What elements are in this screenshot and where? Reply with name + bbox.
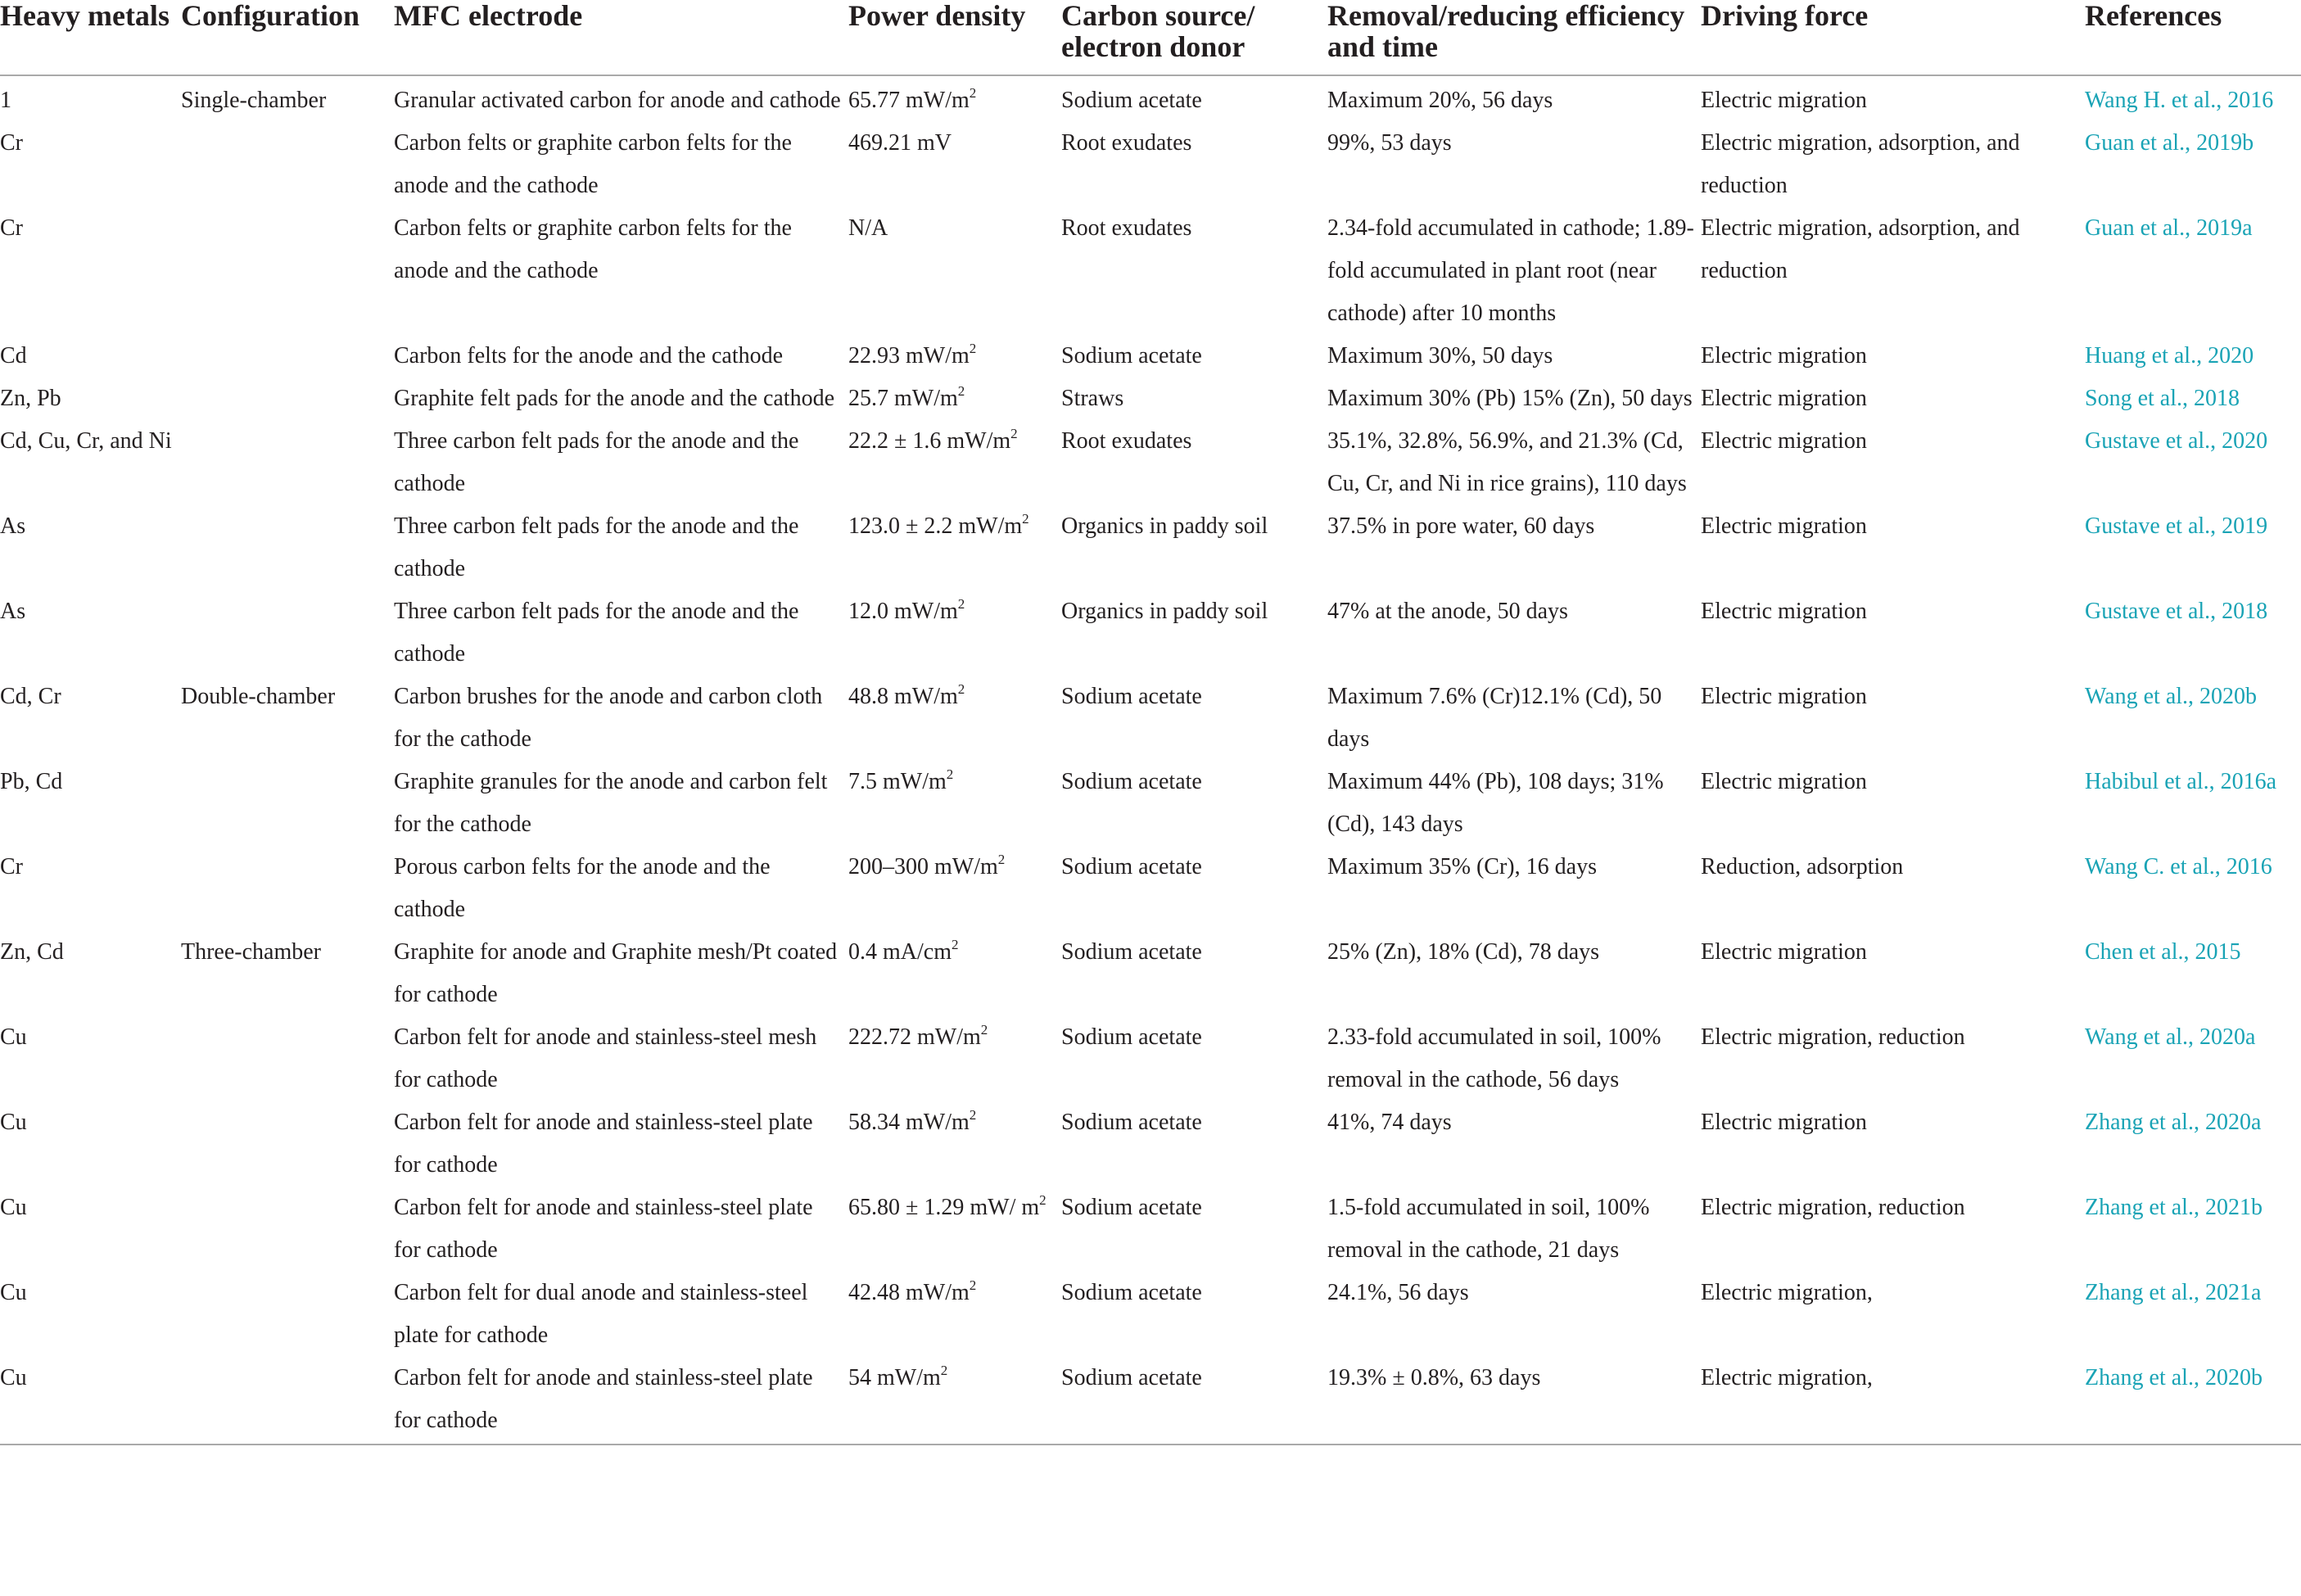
cell-reference[interactable]: Guan et al., 2019b [2085, 130, 2254, 156]
cell-carbon-source: Sodium acetate [1061, 1110, 1202, 1135]
cell-configuration [181, 1357, 394, 1445]
cell-driving-force: Electric migration, adsorption, and reduction [1701, 215, 2020, 283]
cell-driving-force: Electric migration [1701, 88, 1867, 113]
table-row [0, 420, 2301, 505]
cell-configuration [181, 846, 394, 931]
cell-power-density [848, 505, 1061, 590]
cell-reference[interactable]: Gustave et al., 2018 [2085, 599, 2268, 624]
cell-carbon-source: Root exudates [1061, 215, 1192, 241]
cell-heavy-metals: Cu [0, 1357, 181, 1445]
cell-removal-efficiency: 25% (Zn), 18% (Cd), 78 days [1327, 939, 1600, 965]
power-value: 42.48 mW/m [848, 1280, 970, 1305]
cell-power-density [848, 378, 1061, 420]
power-unit-exponent: 2 [957, 596, 965, 612]
cell-mfc-electrode: Carbon felts for the anode and the cathode [394, 343, 784, 368]
table-row [0, 378, 2301, 420]
table-row [0, 846, 2301, 931]
cell-power-density [848, 676, 1061, 761]
cell-reference[interactable]: Wang et al., 2020a [2085, 1024, 2256, 1050]
cell-heavy-metals: Cr [0, 215, 23, 241]
cell-driving-force: Electric migration [1701, 513, 1867, 539]
power-value: 7.5 mW/m [848, 769, 947, 794]
cell-removal-efficiency: Maximum 30% (Pb) 15% (Zn), 50 days [1327, 386, 1693, 411]
cell-reference[interactable]: Wang H. et al., 2016 [2085, 88, 2274, 113]
cell-configuration [181, 1272, 394, 1357]
header-references: References [2085, 0, 2301, 75]
cell-configuration [181, 1101, 394, 1187]
cell-configuration: Double-chamber [181, 684, 336, 709]
cell-removal-efficiency: Maximum 7.6% (Cr)12.1% (Cd), 50 days [1327, 684, 1662, 752]
cell-driving-force: Electric migration [1701, 1110, 1867, 1135]
cell-removal-efficiency: 47% at the anode, 50 days [1327, 599, 1568, 624]
cell-configuration [181, 1016, 394, 1101]
cell-mfc-electrode: Porous carbon felts for the anode and the cathode [394, 854, 771, 922]
cell-mfc-electrode: Carbon felts or graphite carbon felts for the anode and the cathode [394, 130, 792, 198]
cell-carbon-source: Root exudates [1061, 428, 1192, 454]
cell-driving-force: Electric migration [1701, 343, 1867, 368]
cell-driving-force: Electric migration [1701, 684, 1867, 709]
power-unit-exponent: 2 [1039, 1192, 1047, 1208]
cell-heavy-metals: Zn, Cd [0, 939, 64, 965]
power-unit-exponent: 2 [969, 341, 977, 356]
cell-driving-force: Reduction, adsorption [1701, 854, 1904, 879]
cell-configuration: Single-chamber [181, 88, 327, 113]
cell-carbon-source: Organics in paddy soil [1061, 599, 1268, 624]
header-power-density: Power density [848, 0, 1061, 75]
cell-reference[interactable]: Wang et al., 2020b [2085, 684, 2258, 709]
cell-mfc-electrode: Graphite granules for the anode and carbon felt for the cathode [394, 769, 828, 837]
cell-mfc-electrode: Graphite for anode and Graphite mesh/Pt coated for cathode [394, 939, 838, 1007]
cell-driving-force: Electric migration [1701, 428, 1867, 454]
cell-driving-force: Electric migration, adsorption, and reduction [1701, 130, 2020, 198]
power-value: 54 mW/m [848, 1365, 941, 1390]
header-row [0, 0, 2301, 75]
cell-carbon-source: Sodium acetate [1061, 1024, 1202, 1050]
cell-removal-efficiency: 2.33-fold accumulated in soil, 100% removal in the cathode, 56 days [1327, 1024, 1661, 1092]
cell-driving-force: Electric migration, reduction [1701, 1195, 1965, 1220]
table-row [0, 1187, 2301, 1272]
table-row [0, 75, 2301, 122]
table-row [0, 207, 2301, 335]
cell-carbon-source: Sodium acetate [1061, 684, 1202, 709]
cell-carbon-source: Sodium acetate [1061, 1195, 1202, 1220]
cell-heavy-metals: Zn, Pb [0, 386, 61, 411]
cell-carbon-source: Sodium acetate [1061, 1280, 1202, 1305]
power-unit-exponent: 2 [997, 852, 1006, 867]
cell-configuration [181, 505, 394, 590]
cell-reference[interactable]: Zhang et al., 2020b [2085, 1357, 2301, 1445]
cell-reference[interactable]: Guan et al., 2019a [2085, 215, 2253, 241]
table-header [0, 0, 2301, 75]
cell-carbon-source: Sodium acetate [1061, 88, 1202, 113]
power-value: N/A [848, 215, 888, 241]
cell-carbon-source: Sodium acetate [1061, 343, 1202, 368]
table-body [0, 75, 2301, 1445]
power-value: 65.80 ± 1.29 mW/ m [848, 1195, 1040, 1220]
cell-mfc-electrode: Three carbon felt pads for the anode and the cathode [394, 428, 799, 496]
cell-removal-efficiency: Maximum 20%, 56 days [1327, 88, 1553, 113]
cell-removal-efficiency: Maximum 44% (Pb), 108 days; 31% (Cd), 143 days [1327, 769, 1664, 837]
table-row [0, 1357, 2301, 1445]
cell-reference[interactable]: Zhang et al., 2021a [2085, 1280, 2262, 1305]
cell-driving-force: Electric migration, [1701, 1280, 1873, 1305]
cell-power-density [848, 335, 1061, 378]
cell-reference[interactable]: Huang et al., 2020 [2085, 343, 2254, 368]
cell-heavy-metals: Cd [0, 343, 27, 368]
table-row [0, 761, 2301, 846]
cell-removal-efficiency: Maximum 35% (Cr), 16 days [1327, 854, 1597, 879]
cell-heavy-metals: Cu [0, 1024, 27, 1050]
cell-removal-efficiency: 41%, 74 days [1327, 1110, 1452, 1135]
power-unit-exponent: 2 [1022, 511, 1029, 527]
header-removal-efficiency: Removal/reducing efficiency and time [1327, 0, 1701, 75]
cell-removal-efficiency: 99%, 53 days [1327, 130, 1452, 156]
power-value: 65.77 mW/m [848, 88, 970, 113]
cell-heavy-metals: Cu [0, 1280, 27, 1305]
power-value: 12.0 mW/m [848, 599, 958, 624]
power-unit-exponent: 2 [1010, 426, 1018, 441]
cell-mfc-electrode: Three carbon felt pads for the anode and the cathode [394, 513, 799, 581]
cell-configuration [181, 590, 394, 676]
cell-power-density [848, 761, 1061, 846]
cell-removal-efficiency: 35.1%, 32.8%, 56.9%, and 21.3% (Cd, Cu, Cr, and Ni in rice grains), 110 days [1327, 428, 1687, 496]
power-unit-exponent: 2 [946, 766, 954, 782]
power-unit-exponent: 2 [940, 1363, 948, 1378]
cell-reference[interactable]: Habibul et al., 2016a [2085, 769, 2277, 794]
header-configuration: Configuration [181, 0, 394, 75]
table-row [0, 1272, 2301, 1357]
cell-heavy-metals: Cr [0, 130, 23, 156]
cell-reference[interactable]: Zhang et al., 2021b [2085, 1195, 2263, 1220]
cell-mfc-electrode: Carbon felt for anode and stainless-steel mesh for cathode [394, 1024, 817, 1092]
cell-heavy-metals: Cu [0, 1195, 27, 1220]
cell-removal-efficiency: 24.1%, 56 days [1327, 1280, 1469, 1305]
cell-power-density [848, 1357, 1061, 1445]
power-unit-exponent: 2 [980, 1022, 988, 1038]
cell-reference[interactable]: Gustave et al., 2019 [2085, 513, 2268, 539]
power-value: 25.7 mW/m [848, 386, 958, 411]
cell-carbon-source: Sodium acetate [1061, 854, 1202, 879]
cell-configuration [181, 122, 394, 207]
cell-reference[interactable]: Gustave et al., 2020 [2085, 428, 2268, 454]
cell-heavy-metals: 1 [0, 88, 11, 113]
table-row [0, 1016, 2301, 1101]
table-row [0, 590, 2301, 676]
cell-driving-force: Electric migration [1701, 939, 1867, 965]
cell-removal-efficiency: Maximum 30%, 50 days [1327, 343, 1553, 368]
cell-configuration: Three-chamber [181, 939, 321, 965]
cell-driving-force: Electric migration [1701, 386, 1867, 411]
cell-reference[interactable]: Song et al., 2018 [2085, 386, 2240, 411]
cell-power-density [848, 931, 1061, 1016]
power-value: 58.34 mW/m [848, 1110, 970, 1135]
cell-power-density [848, 1016, 1061, 1101]
cell-mfc-electrode: Granular activated carbon for anode and cathode [394, 88, 841, 113]
cell-heavy-metals: Cr [0, 854, 23, 879]
power-value: 48.8 mW/m [848, 684, 958, 709]
table-row [0, 122, 2301, 207]
cell-mfc-electrode: Carbon felt for dual anode and stainless-steel plate for cathode [394, 1280, 808, 1348]
cell-removal-efficiency: 19.3% ± 0.8%, 63 days [1327, 1357, 1701, 1445]
cell-heavy-metals: As [0, 599, 26, 624]
cell-heavy-metals: As [0, 513, 26, 539]
cell-mfc-electrode: Graphite felt pads for the anode and the cathode [394, 386, 835, 411]
power-unit-exponent: 2 [957, 383, 965, 399]
cell-configuration [181, 1187, 394, 1272]
power-unit-exponent: 2 [952, 937, 959, 952]
cell-power-density [848, 122, 1061, 207]
cell-heavy-metals: Cu [0, 1110, 27, 1135]
cell-removal-efficiency: 1.5-fold accumulated in soil, 100% removal in the cathode, 21 days [1327, 1195, 1650, 1263]
header-heavy-metals: Heavy metals [0, 0, 181, 75]
cell-power-density [848, 1187, 1061, 1272]
cell-heavy-metals: Cd, Cr [0, 684, 61, 709]
cell-heavy-metals: Cd, Cu, Cr, and Ni [0, 428, 172, 454]
cell-reference[interactable]: Wang C. et al., 2016 [2085, 854, 2272, 879]
cell-mfc-electrode: Carbon felt for anode and stainless-steel plate for cathode [394, 1195, 813, 1263]
cell-mfc-electrode: Three carbon felt pads for the anode and the cathode [394, 599, 799, 667]
header-mfc-electrode: MFC electrode [394, 0, 848, 75]
cell-driving-force: Electric migration, reduction [1701, 1024, 1965, 1050]
cell-power-density [848, 75, 1061, 122]
cell-power-density [848, 1272, 1061, 1357]
cell-carbon-source: Sodium acetate [1061, 769, 1202, 794]
table-row [0, 676, 2301, 761]
cell-power-density [848, 590, 1061, 676]
cell-carbon-source: Sodium acetate [1061, 939, 1202, 965]
cell-mfc-electrode: Carbon felt for anode and stainless-steel plate for cathode [394, 1110, 813, 1178]
power-unit-exponent: 2 [969, 1107, 977, 1123]
table-row [0, 505, 2301, 590]
cell-carbon-source: Root exudates [1061, 130, 1192, 156]
cell-removal-efficiency: 2.34-fold accumulated in cathode; 1.89-fold accumulated in plant root (near cathode) after 10 months [1327, 215, 1694, 326]
header-driving-force: Driving force [1701, 0, 2085, 75]
cell-removal-efficiency: 37.5% in pore water, 60 days [1327, 513, 1595, 539]
cell-configuration [181, 420, 394, 505]
cell-configuration [181, 207, 394, 335]
power-unit-exponent: 2 [969, 1277, 977, 1293]
cell-power-density [848, 846, 1061, 931]
table-row [0, 1101, 2301, 1187]
cell-power-density [848, 420, 1061, 505]
power-value: 0.4 mA/cm [848, 939, 952, 965]
header-carbon-source: Carbon source/ electron donor [1061, 0, 1327, 75]
cell-carbon-source: Sodium acetate [1061, 1357, 1327, 1445]
power-value: 22.2 ± 1.6 mW/m [848, 428, 1011, 454]
cell-carbon-source: Straws [1061, 386, 1124, 411]
cell-mfc-electrode: Carbon brushes for the anode and carbon cloth for the cathode [394, 684, 823, 752]
cell-reference[interactable]: Chen et al., 2015 [2085, 939, 2241, 965]
cell-driving-force: Electric migration [1701, 769, 1867, 794]
cell-configuration [181, 378, 394, 420]
power-value: 222.72 mW/m [848, 1024, 981, 1050]
table-row [0, 931, 2301, 1016]
cell-power-density [848, 1101, 1061, 1187]
cell-power-density [848, 207, 1061, 335]
power-value: 200–300 mW/m [848, 854, 998, 879]
cell-mfc-electrode: Carbon felts or graphite carbon felts for the anode and the cathode [394, 215, 792, 283]
cell-mfc-electrode: Carbon felt for anode and stainless-steel plate for cathode [394, 1357, 848, 1445]
cell-configuration [181, 761, 394, 846]
cell-reference[interactable]: Zhang et al., 2020a [2085, 1110, 2262, 1135]
table-row [0, 335, 2301, 378]
power-value: 123.0 ± 2.2 mW/m [848, 513, 1023, 539]
power-value: 469.21 mV [848, 130, 952, 156]
power-value: 22.93 mW/m [848, 343, 970, 368]
power-unit-exponent: 2 [969, 85, 977, 101]
power-unit-exponent: 2 [957, 681, 965, 697]
cell-heavy-metals: Pb, Cd [0, 769, 63, 794]
cell-configuration [181, 335, 394, 378]
cell-driving-force: Electric migration, [1701, 1357, 2085, 1445]
cell-driving-force: Electric migration [1701, 599, 1867, 624]
cell-carbon-source: Organics in paddy soil [1061, 513, 1268, 539]
